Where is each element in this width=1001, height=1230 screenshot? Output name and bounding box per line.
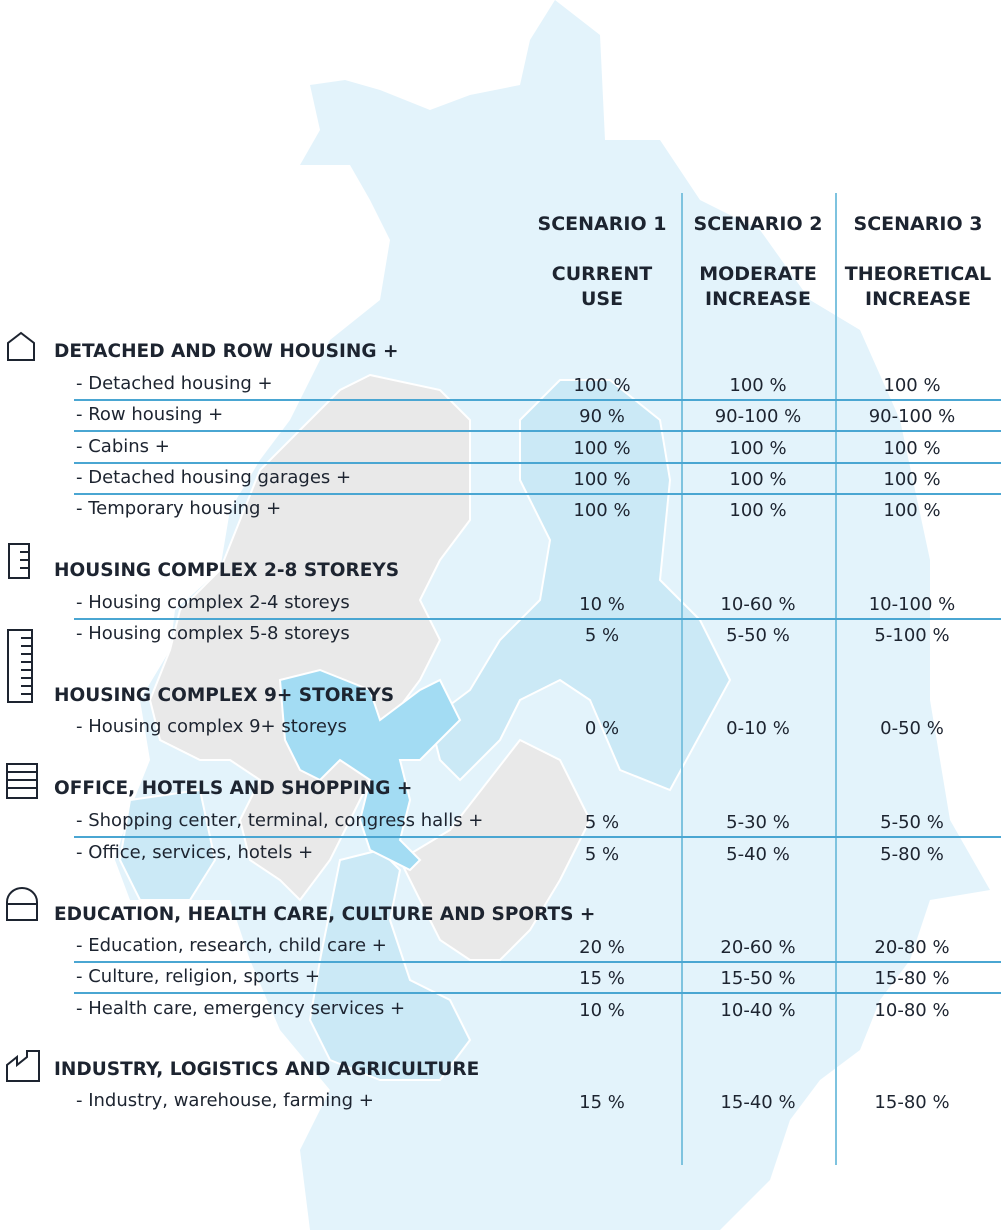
scenario-1-value: 15 % — [579, 1092, 625, 1113]
table-row — [0, 404, 1001, 428]
scenario-2-value: 100 % — [729, 438, 787, 459]
row-label: - Shopping center, terminal, congress halls + — [76, 810, 484, 831]
row-label: - Culture, religion, sports + — [76, 966, 321, 987]
row-label: - Detached housing + — [76, 373, 273, 394]
scenario-2-value: 5-30 % — [726, 812, 790, 833]
table-row — [0, 467, 1001, 491]
scenario-subtitle-line-2: INCREASE — [865, 288, 971, 310]
scenario-2-value: 5-40 % — [726, 844, 790, 865]
category-title: EDUCATION, HEALTH CARE, CULTURE AND SPORTS + — [54, 904, 596, 925]
scenario-3-value: 90-100 % — [868, 406, 956, 427]
row-label: - Housing complex 5-8 storeys — [76, 623, 350, 644]
scenario-subtitle-line-1: MODERATE — [699, 263, 817, 285]
row-label: - Row housing + — [76, 404, 224, 425]
row-label: - Cabins + — [76, 436, 170, 457]
table-row — [0, 436, 1001, 460]
row-label: - Industry, warehouse, farming + — [76, 1090, 374, 1111]
scenario-1-value: 5 % — [584, 812, 620, 833]
scenario-3-value: 20-80 % — [874, 937, 950, 958]
category-title: HOUSING COMPLEX 2-8 STOREYS — [54, 560, 400, 581]
row-divider — [74, 961, 1001, 963]
scenario-2-value: 10-40 % — [720, 1000, 796, 1021]
table-row — [0, 498, 1001, 522]
row-divider — [74, 618, 1001, 620]
scenario-2-value: 0-10 % — [726, 718, 790, 739]
scenario-subtitle-line-1: THEORETICAL — [844, 263, 992, 285]
table-row — [0, 998, 1001, 1022]
scenario-3-value: 100 % — [883, 500, 941, 521]
row-divider — [74, 992, 1001, 994]
low-rise-building-icon — [5, 542, 37, 580]
office-building-icon — [5, 762, 39, 800]
column-header-scenario-3 — [838, 212, 998, 312]
category-title: HOUSING COMPLEX 9+ STOREYS — [54, 685, 395, 706]
scenario-2-value: 100 % — [729, 375, 787, 396]
table-row — [0, 592, 1001, 616]
scenario-2-value: 10-60 % — [720, 594, 796, 615]
table-row — [0, 935, 1001, 959]
category-title: DETACHED AND ROW HOUSING + — [54, 341, 399, 362]
scenario-3-value: 100 % — [883, 375, 941, 396]
column-header-scenario-1 — [522, 212, 682, 312]
scenario-3-value: 15-80 % — [874, 1092, 950, 1113]
scenario-3-value: 10-80 % — [874, 1000, 950, 1021]
table-row — [0, 623, 1001, 647]
scenario-1-value: 100 % — [573, 500, 631, 521]
house-icon — [5, 330, 37, 362]
scenario-3-value: 100 % — [883, 469, 941, 490]
scenario-1-value: 100 % — [573, 469, 631, 490]
scenario-2-value: 100 % — [729, 500, 787, 521]
row-label: - Housing complex 2-4 storeys — [76, 592, 350, 613]
scenario-label: SCENARIO 3 — [853, 213, 983, 235]
dome-building-icon — [5, 886, 39, 922]
table-row — [0, 966, 1001, 990]
scenario-subtitle-line-1: CURRENT — [551, 263, 653, 285]
row-label: - Office, services, hotels + — [76, 842, 314, 863]
scenario-2-value: 5-50 % — [726, 625, 790, 646]
scenario-1-value: 15 % — [579, 968, 625, 989]
row-divider — [74, 493, 1001, 495]
scenario-2-value: 15-40 % — [720, 1092, 796, 1113]
row-label: - Temporary housing + — [76, 498, 282, 519]
scenario-1-value: 5 % — [584, 625, 620, 646]
scenario-label: SCENARIO 1 — [537, 213, 667, 235]
scenario-1-value: 10 % — [579, 594, 625, 615]
scenario-1-value: 20 % — [579, 937, 625, 958]
scenario-3-value: 5-50 % — [880, 812, 944, 833]
scenario-subtitle-line-2: USE — [580, 288, 624, 310]
scenario-3-value: 15-80 % — [874, 968, 950, 989]
factory-icon — [5, 1047, 41, 1083]
table-row — [0, 373, 1001, 397]
category-title: INDUSTRY, LOGISTICS AND AGRICULTURE — [54, 1059, 480, 1080]
scenario-2-value: 20-60 % — [720, 937, 796, 958]
row-label: - Health care, emergency services + — [76, 998, 406, 1019]
scenario-3-value: 5-100 % — [874, 625, 950, 646]
row-label: - Education, research, child care + — [76, 935, 387, 956]
row-divider — [74, 462, 1001, 464]
scenario-subtitle-line-2: INCREASE — [705, 288, 811, 310]
scenario-1-value: 100 % — [573, 438, 631, 459]
scenario-3-value: 5-80 % — [880, 844, 944, 865]
scenario-1-value: 10 % — [579, 1000, 625, 1021]
column-header-scenario-2 — [678, 212, 838, 312]
scenario-2-value: 100 % — [729, 469, 787, 490]
scenario-1-value: 90 % — [579, 406, 625, 427]
row-label: - Detached housing garages + — [76, 467, 352, 488]
scenario-1-value: 100 % — [573, 375, 631, 396]
table-row — [0, 716, 1001, 740]
category-title: OFFICE, HOTELS AND SHOPPING + — [54, 778, 413, 799]
scenario-3-value: 0-50 % — [880, 718, 944, 739]
scenario-3-value: 10-100 % — [868, 594, 956, 615]
row-divider — [74, 399, 1001, 401]
table-row — [0, 810, 1001, 834]
table-row — [0, 842, 1001, 866]
scenario-1-value: 5 % — [584, 844, 620, 865]
row-label: - Housing complex 9+ storeys — [76, 716, 347, 737]
row-divider — [74, 836, 1001, 838]
scenario-3-value: 100 % — [883, 438, 941, 459]
row-divider — [74, 430, 1001, 432]
scenario-2-value: 15-50 % — [720, 968, 796, 989]
high-rise-building-icon — [5, 628, 37, 704]
scenario-label: SCENARIO 2 — [693, 213, 823, 235]
table-row — [0, 1090, 1001, 1114]
scenario-1-value: 0 % — [584, 718, 620, 739]
scenario-2-value: 90-100 % — [714, 406, 802, 427]
